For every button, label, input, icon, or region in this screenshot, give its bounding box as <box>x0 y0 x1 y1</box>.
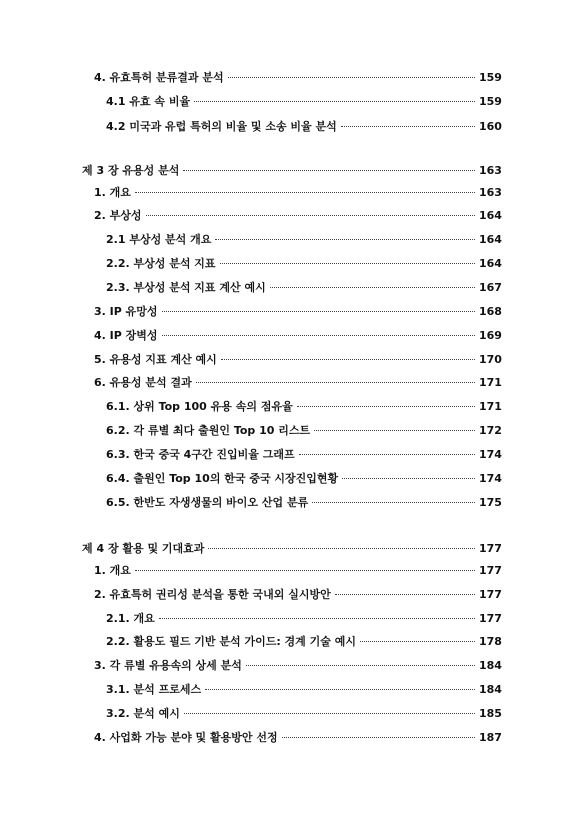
toc-title: 6.3. 한국 중국 4구간 진입비율 그래프 <box>106 448 295 461</box>
toc-page: 171 <box>479 400 502 413</box>
toc-entry[interactable] <box>0 70 587 86</box>
toc-entry[interactable] <box>0 587 587 603</box>
toc-chapter[interactable] <box>0 163 587 179</box>
toc-title: 3.1. 분석 프로세스 <box>106 683 202 696</box>
toc-title: 6.1. 상위 Top 100 유용 속의 점유율 <box>106 400 293 413</box>
toc-leader <box>312 502 475 503</box>
toc-leader <box>228 77 475 78</box>
toc-title: 1. 개요 <box>94 564 131 577</box>
toc-title: 2.2. 부상성 분석 지표 <box>106 257 216 270</box>
toc-title: 1. 개요 <box>94 186 131 199</box>
toc-leader <box>342 478 475 479</box>
toc-page: 160 <box>479 120 502 133</box>
toc-page: 177 <box>479 612 502 625</box>
toc-title: 3.2. 분석 예시 <box>106 707 180 720</box>
toc-title: 3. 각 류별 유용속의 상세 분석 <box>94 659 242 672</box>
toc-leader <box>196 382 475 383</box>
toc-leader <box>341 126 475 127</box>
toc-entry[interactable] <box>0 280 587 296</box>
toc-title: 6. 유용성 분석 결과 <box>94 376 192 389</box>
toc-title: 2.1 부상성 분석 개요 <box>106 233 212 246</box>
toc-page: 163 <box>479 164 502 177</box>
toc-title: 4. IP 장벽성 <box>94 329 158 342</box>
toc-leader <box>360 641 475 642</box>
toc-page: 174 <box>479 448 502 461</box>
toc-page: 164 <box>479 209 502 222</box>
toc-title: 2.3. 부상성 분석 지표 계산 예시 <box>106 281 266 294</box>
toc-title: 4.1 유효 속 비율 <box>106 95 191 108</box>
toc-page: 169 <box>479 329 502 342</box>
toc-entry[interactable] <box>0 447 587 463</box>
toc-title: 6.5. 한반도 자생생물의 바이오 산업 분류 <box>106 496 309 509</box>
toc-entry[interactable] <box>0 304 587 320</box>
toc-entry[interactable] <box>0 185 587 201</box>
toc-leader <box>335 594 475 595</box>
toc-entry[interactable] <box>0 471 587 487</box>
toc-entry[interactable] <box>0 119 587 135</box>
toc-title: 4.2 미국과 유럽 특허의 비율 및 소송 비율 분석 <box>106 120 337 133</box>
toc-page: 171 <box>479 376 502 389</box>
toc-title: 5. 유용성 지표 계산 예시 <box>94 353 217 366</box>
toc-page: 168 <box>479 305 502 318</box>
toc-entry[interactable] <box>0 658 587 674</box>
toc-title: 제 4 장 활용 및 기대효과 <box>82 542 205 555</box>
toc-leader <box>215 239 475 240</box>
toc-page: 163 <box>479 186 502 199</box>
toc-leader <box>282 737 475 738</box>
toc-leader <box>194 101 475 102</box>
toc-leader <box>297 406 475 407</box>
toc-entry[interactable] <box>0 328 587 344</box>
toc-chapter[interactable] <box>0 541 587 557</box>
toc-title: 4. 사업화 가능 분야 및 활용방안 선정 <box>94 731 278 744</box>
toc-entry[interactable] <box>0 94 587 110</box>
toc-leader <box>205 689 475 690</box>
toc-entry[interactable] <box>0 232 587 248</box>
toc-entry[interactable] <box>0 563 587 579</box>
toc-entry[interactable] <box>0 352 587 368</box>
toc-leader <box>184 713 475 714</box>
toc-leader <box>183 170 475 171</box>
toc-page: 177 <box>479 542 502 555</box>
toc-entry[interactable] <box>0 634 587 650</box>
toc-title: 4. 유효특허 분류결과 분석 <box>94 71 224 84</box>
toc-leader <box>299 454 475 455</box>
toc-entry[interactable] <box>0 730 587 746</box>
toc-leader <box>135 192 475 193</box>
toc-entry[interactable] <box>0 375 587 391</box>
toc-leader <box>162 311 475 312</box>
toc-entry[interactable] <box>0 399 587 415</box>
toc-entry[interactable] <box>0 423 587 439</box>
toc-title: 2.1. 개요 <box>106 612 155 625</box>
toc-page: 185 <box>479 707 502 720</box>
toc-leader <box>314 430 475 431</box>
toc-entry[interactable] <box>0 256 587 272</box>
toc-title: 6.4. 출원인 Top 10의 한국 중국 시장진입현황 <box>106 472 339 485</box>
toc-page: 174 <box>479 472 502 485</box>
toc-leader <box>135 570 475 571</box>
toc-page: 177 <box>479 564 502 577</box>
toc-page: 187 <box>479 731 502 744</box>
toc-page: 164 <box>479 233 502 246</box>
toc-page: 178 <box>479 635 502 648</box>
toc-entry[interactable] <box>0 682 587 698</box>
toc-page: 159 <box>479 71 502 84</box>
toc-title: 2. 부상성 <box>94 209 142 222</box>
toc-entry[interactable] <box>0 495 587 511</box>
toc-page: 177 <box>479 588 502 601</box>
toc-title: 2. 유효특허 권리성 분석을 통한 국내외 실시방안 <box>94 588 331 601</box>
toc-page: 164 <box>479 257 502 270</box>
toc-page: 170 <box>479 353 502 366</box>
toc-leader <box>146 215 475 216</box>
toc-page: 175 <box>479 496 502 509</box>
toc-entry[interactable] <box>0 208 587 224</box>
toc-entry[interactable] <box>0 706 587 722</box>
toc-page: 184 <box>479 683 502 696</box>
toc-page: 159 <box>479 95 502 108</box>
toc-title: 제 3 장 유용성 분석 <box>82 164 180 177</box>
toc-title: 3. IP 유망성 <box>94 305 158 318</box>
toc-title: 2.2. 활용도 필드 기반 분석 가이드: 경계 기술 예시 <box>106 635 356 648</box>
toc-page: 184 <box>479 659 502 672</box>
toc-leader <box>159 618 475 619</box>
toc-leader <box>221 359 475 360</box>
toc-page: 172 <box>479 424 502 437</box>
toc-page: 167 <box>479 281 502 294</box>
toc-leader <box>270 287 475 288</box>
toc-title: 6.2. 각 류별 최다 출원인 Top 10 리스트 <box>106 424 311 437</box>
toc-leader <box>162 335 475 336</box>
toc-leader <box>220 263 475 264</box>
toc-leader <box>208 548 475 549</box>
toc-entry[interactable] <box>0 611 587 627</box>
toc-leader <box>246 665 475 666</box>
